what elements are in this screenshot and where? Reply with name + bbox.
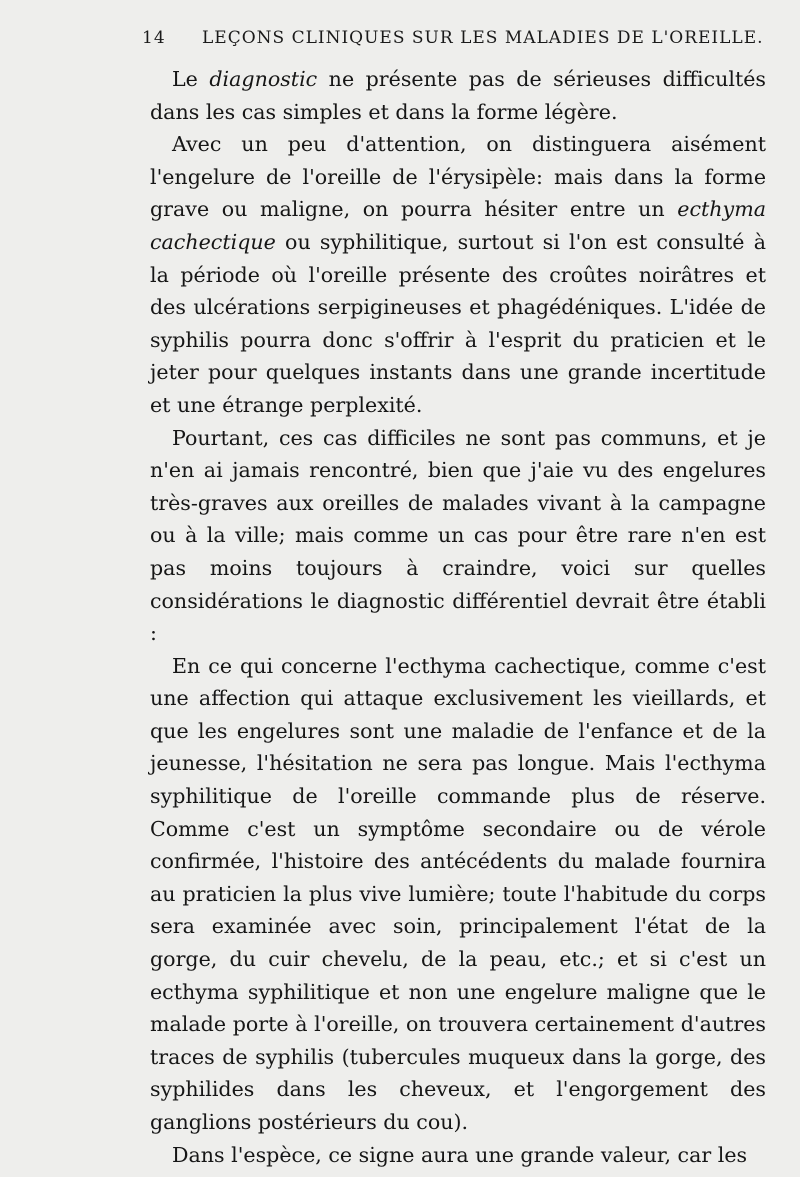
text-run: Avec un peu d'attention, on distinguera aisément l'engelure de l'oreille de l'érysipèle: mais dans la forme grave ou maligne, on pourra hésiter entre un bbox=[150, 132, 766, 222]
text-run: Dans l'espèce, ce signe aura une grande valeur, car les bbox=[172, 1142, 748, 1167]
body-text bbox=[150, 63, 766, 1171]
paragraph bbox=[150, 422, 766, 650]
page-header bbox=[142, 28, 764, 56]
paragraph bbox=[150, 128, 766, 421]
running-title: LEÇONS CLINIQUES SUR LES MALADIES DE L'OREILLE. bbox=[202, 28, 764, 48]
paragraph bbox=[150, 1139, 766, 1172]
text-run: En ce qui concerne l'ecthyma cachectique, comme c'est une affection qui attaque exclusivement les vieillards, et que les engelures sont une maladie de l'enfance et de la jeunesse, l'hésitation ne sera pas longue. Mais l'ecthyma syphilitique de l'oreille commande plus de réserve. Comme c'est un symptôme secondaire ou de vérole confirmée, l'histoire des antécédents du malade fournira au praticien la plus vive lumière; toute l'habitude du corps sera examinée avec soin, principalement l'état de la gorge, du cuir chevelu, de la peau, etc.; et si c'est un ecthyma syphilitique et non une engelure maligne que le malade porte à l'oreille, on trouvera certainement d'autres traces de syphilis (tubercules muqueux dans la gorge, des syphilides dans les cheveux, et l'engorgement des ganglions postérieurs du cou). bbox=[150, 653, 766, 1134]
text-run: Le bbox=[172, 67, 210, 91]
page-number: 14 bbox=[142, 28, 166, 48]
italic-text: ecthyma cachectique bbox=[150, 197, 766, 254]
italic-text: diagnostic bbox=[209, 67, 318, 91]
text-run: Pourtant, ces cas difficiles ne sont pas communs, et je n'en ai jamais rencontré, bien que j'aie vu des engelures très-graves aux oreilles de malades vivant à la campagne ou à la ville; mais comme un cas pour être rare n'en est pas moins toujours à craindre, voici sur quelles considérations le diagnostic différentiel devrait être établi : bbox=[150, 425, 766, 646]
text-run: ou syphilitique, surtout si l'on est consulté à la période où l'oreille présente des croûtes noirâtres et des ulcérations serpigineuses et phagédéniques. L'idée de syphilis pourra donc s'offrir à l'esprit du praticien et le jeter pour quelques instants dans une grande incertitude et une étrange perplexité. bbox=[150, 229, 766, 417]
paragraph bbox=[150, 650, 766, 1139]
paragraph bbox=[150, 63, 766, 128]
text-run: ne présente pas de sérieuses difficultés dans les cas simples et dans la forme légère. bbox=[150, 67, 766, 124]
